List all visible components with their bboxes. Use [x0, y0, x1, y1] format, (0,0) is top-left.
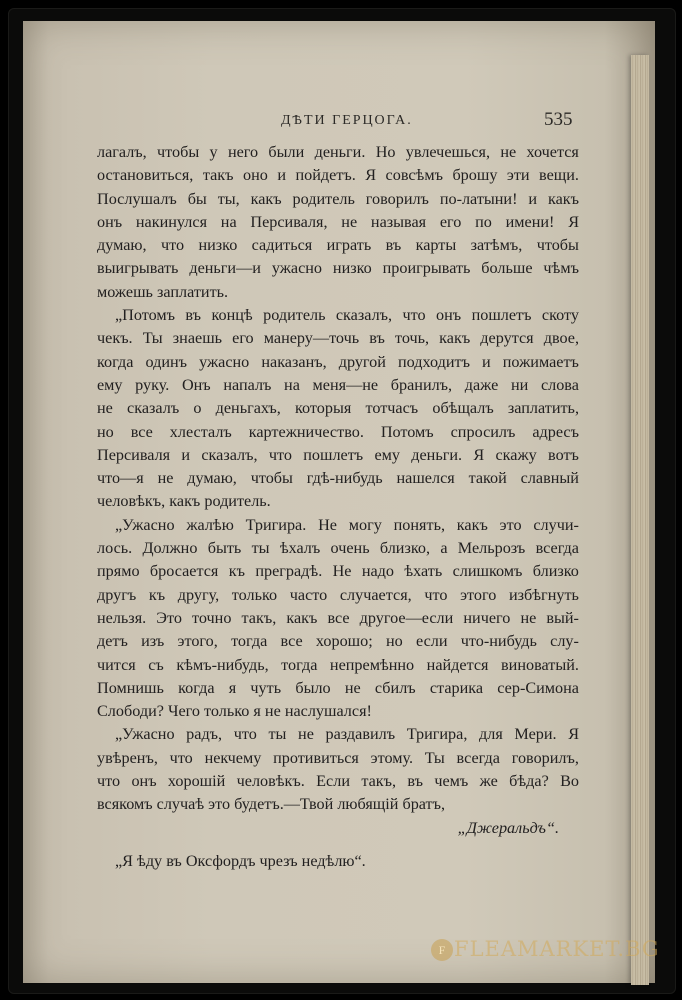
paragraph-1	[97, 141, 579, 304]
text-line: лагалъ, чтобы у него были деньги. Но увлечешься, не хочется	[97, 143, 579, 161]
text-line: ему руку. Онъ напалъ на меня—не бранилъ, даже ни слова	[97, 375, 579, 394]
page-number: 535	[544, 109, 573, 130]
paragraph-2	[97, 304, 579, 514]
watermark: FLEAMARKET.BG	[454, 937, 660, 961]
text-line: Послушалъ бы ты, какъ родитель говорилъ по-латыни! и какъ	[97, 189, 579, 208]
text-line: „Ужасно жалѣю Тригира. Не могу понять, какъ это случи-	[115, 515, 579, 534]
text-line: Персиваля и сказалъ, что пошлетъ ему деньги. Я скажу вотъ	[97, 445, 579, 464]
text-line: нельзя. Это точно такъ, какъ все другое—если ничего не вый-	[97, 608, 579, 627]
text-line: лось. Должно быть ты ѣхалъ очень близко, а Мельрозъ всегда	[97, 539, 579, 558]
photo-frame	[8, 8, 676, 994]
text-line: Слободи? Чего только я не наслушался!	[97, 702, 372, 721]
text-line: прямо бросается къ преградѣ. Не надо ѣхать слишкомъ близко	[97, 562, 579, 581]
text-line: детъ изъ этого, тогда все хорошо; но если что-нибудь слу-	[97, 632, 579, 651]
text-line: чекъ. Ты знаешь его манеру—точь въ точь, какъ дерутся двое,	[97, 329, 579, 348]
text-line: человѣкъ, какъ родитель.	[97, 492, 271, 511]
text-line: остановиться, такъ оно и пойдетъ. Я совсѣмъ брошу эти вещи.	[97, 166, 579, 185]
postscript: „Я ѣду въ Оксфордъ чрезъ недѣлю“.	[115, 851, 366, 870]
text-line: чится съ кѣмъ-нибудь, тогда непремѣнно найдется виноватый.	[97, 655, 579, 674]
text-line: онъ накинулся на Персиваля, не называя его по имени! Я	[97, 212, 579, 231]
watermark-logo-icon: F	[431, 939, 453, 961]
text-line: „Потомъ въ концѣ родитель сказалъ, что онъ пошлетъ скоту	[115, 306, 579, 325]
text-line: выигрывать деньги—и ужасно низко проигрывать больше чѣмъ	[97, 259, 579, 278]
paragraph-3	[97, 514, 579, 724]
running-head: ДѢТИ ГЕРЦОГА.	[281, 113, 413, 128]
page-edge	[631, 55, 649, 985]
body-text	[97, 141, 579, 873]
text-line: но все хлесталъ картежничество. Потомъ спросилъ адресъ	[97, 422, 579, 441]
text-line: „Ужасно радъ, что ты не раздавилъ Тригира, для Мери. Я	[115, 725, 579, 744]
text-line: Помнишь когда я чуть было не сбилъ старика сер-Симона	[97, 678, 579, 697]
text-line: что онъ хорошій человѣкъ. Если такъ, въ чемъ же бѣда? Во	[97, 772, 579, 791]
paragraph-4	[97, 723, 579, 839]
signature: „Джеральдъ“.	[457, 818, 559, 837]
text-line: всякомъ случаѣ это будетъ.—Твой любящій братъ,	[97, 795, 446, 814]
text-line: что—я не думаю, чтобы гдѣ-нибудь нашелся такой славный	[97, 469, 579, 488]
text-line: можешь заплатить.	[97, 282, 229, 301]
text-line: другъ къ другу, только часто случается, что этого избѣгнуть	[97, 585, 579, 604]
text-line: когда одинъ ужасно наказанъ, другой подходитъ и пожимаетъ	[97, 352, 579, 371]
text-line: увѣренъ, что некчему противиться этому. Ты всегда говорилъ,	[97, 748, 579, 767]
text-line: думаю, что низко садиться играть въ карты затѣмъ, чтобы	[97, 236, 579, 255]
text-line: не сказалъ о деньгахъ, которыя тотчасъ обѣщалъ заплатить,	[97, 399, 579, 418]
